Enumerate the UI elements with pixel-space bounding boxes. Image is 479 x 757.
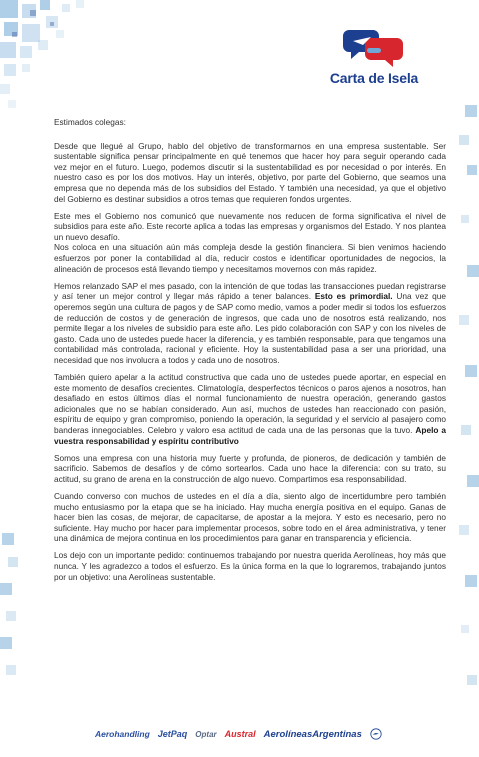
logo-aerolineas-argentinas: AerolíneasArgentinas [263, 728, 362, 740]
logo-aerohandling: Aerohandling [95, 729, 150, 739]
paragraph-4 [54, 281, 446, 366]
footer-logos [95, 725, 395, 743]
brand-name: Carta de Isela [329, 70, 419, 86]
decorative-pattern-right [457, 95, 479, 715]
paragraph-2: Este mes el Gobierno nos comunicó que nuevamente nos reducen de forma significativa el nivel de subsidios para este año. Este recorte aplica a todas las empresas y organismos del Estado. Y nos plantea un nuevo desafío. [54, 210, 446, 242]
letter-body [54, 117, 446, 589]
paragraph-1: Desde que llegué al Grupo, hablo del objetivo de transformarnos en una empresa sustentable. Ser sustentable significa pensar principalmente en qué tenemos que hacer hoy para seguir operando cada vez mejor en el futuro. Luego, podemos discutir si la sustentabilidad es por necesidad o por interés. En nuestro caso es por los dos motivos. Hay un interés, objetivo, por parte del Gobierno, que seamos una empresa que no dependa más de los subsidios del Estado. Y también una necesidad, ya que el objetivo del Gobierno es destinar subsidios a otros temas que requieren fondos urgentes. [54, 140, 446, 204]
paragraph-4-rest: Una vez que operemos según una cultura de pagos y de SAP como medio, vamos a poder medir si todos los esfuerzos de reducción de costos y de generación de ingresos, que cada uno de nosotros está realizando, nos permite llegar a los niveles de subsidio para este año. Les pido colaboración con SAP y con los niveles de gasto. Cada uno de ustedes puede hacer la diferencia, y es también responsable, para que tengamos una contabilidad más controlada, racional y eficiente. Hoy la sustentabilidad pasa a ser una prioridad, una necesidad que nos involucra a todos y cada uno de nosotros. [54, 291, 446, 365]
condor-emblem-icon [370, 728, 382, 740]
paragraph-7: Cuando converso con muchos de ustedes en el día a día, siento algo de incertidumbre pero también mucho entusiasmo por la etapa que se ha iniciado. Hay mucha energía positiva en el equipo. Ganas de hacer bien las cosas, de mejorar, de capacitarse, de apostar a la mejora. Y esto es necesario, pero no suficiente. Hay mucho por hacer para implementar procesos, sobre todo en el área administrativa, y tener una dinámica de mejora continua en los procedimientos para ganar en transparencia y eficiencia. [54, 490, 446, 544]
speech-bubbles-logo-icon [343, 24, 405, 70]
logo-jetpaq: JetPaq [157, 729, 188, 739]
paragraph-5 [54, 372, 446, 446]
logo-optar: Optar [195, 729, 217, 739]
logo-austral: Austral [224, 729, 256, 739]
decorative-pattern-bottom-left [0, 527, 22, 687]
brand-header [319, 24, 429, 86]
letter-greeting: Estimados colegas: [54, 117, 126, 127]
paragraph-4-bold: Esto es primordial. [314, 291, 393, 302]
paragraph-8: Los dejo con un importante pedido: continuemos trabajando por nuestra querida Aerolíneas, hoy más que nunca. Y les agradezco a todos el esfuerzo. Es la única forma en la que lo lograremos, trabajando juntos por un objetivo: una Aerolíneas sustentable. [54, 550, 446, 582]
paragraph-5-bold: Apelo a vuestra responsabilidad y espíritu contributivo [54, 424, 446, 446]
paragraph-4-intro: Hemos relanzado SAP el mes pasado, con la intención de que todas las transacciones puedan registrarse y así tener un mejor control y llegar más rápido a tener balances. [54, 280, 446, 302]
paragraph-3: Nos coloca en una situación aún más compleja desde la gestión financiera. Si bien venimos haciendo esfuerzos por poner la contabilidad al día, reducir costos e identificar oportunidades de negocios, la alineación de procesos está llevando tiempo y necesitamos movernos con más rapidez. [54, 242, 446, 274]
paragraph-6: Somos una empresa con una historia muy fuerte y profunda, de pioneros, de dedicación y también de sacrificio. Sabemos de desafíos y de cómo sortearlos. Cada uno hace la diferencia: con su trato, su actitud, su grano de arena en la construcción de algo nuevo. Compartimos esa responsabilidad. [54, 452, 446, 484]
paragraph-5-text: También quiero apelar a la actitud constructiva que cada uno de ustedes puede aportar, en especial en este momento de desafíos crecientes. Climatología, desperfectos técnicos o paros ajenos a nosotros, han desafiado en estos últimos días el normal funcionamiento de nuestra operación, generando gastos adicionales que no se habían considerado. Aun así, muchos de ustedes han reaccionado con pasión, espíritu de equipo y gran compromiso, poniendo la operación, la seguridad y el servicio al pasajero como banderas innegociables. Celebro y valoro esa actitud de cada una de las personas que la tuvo. [54, 371, 446, 435]
